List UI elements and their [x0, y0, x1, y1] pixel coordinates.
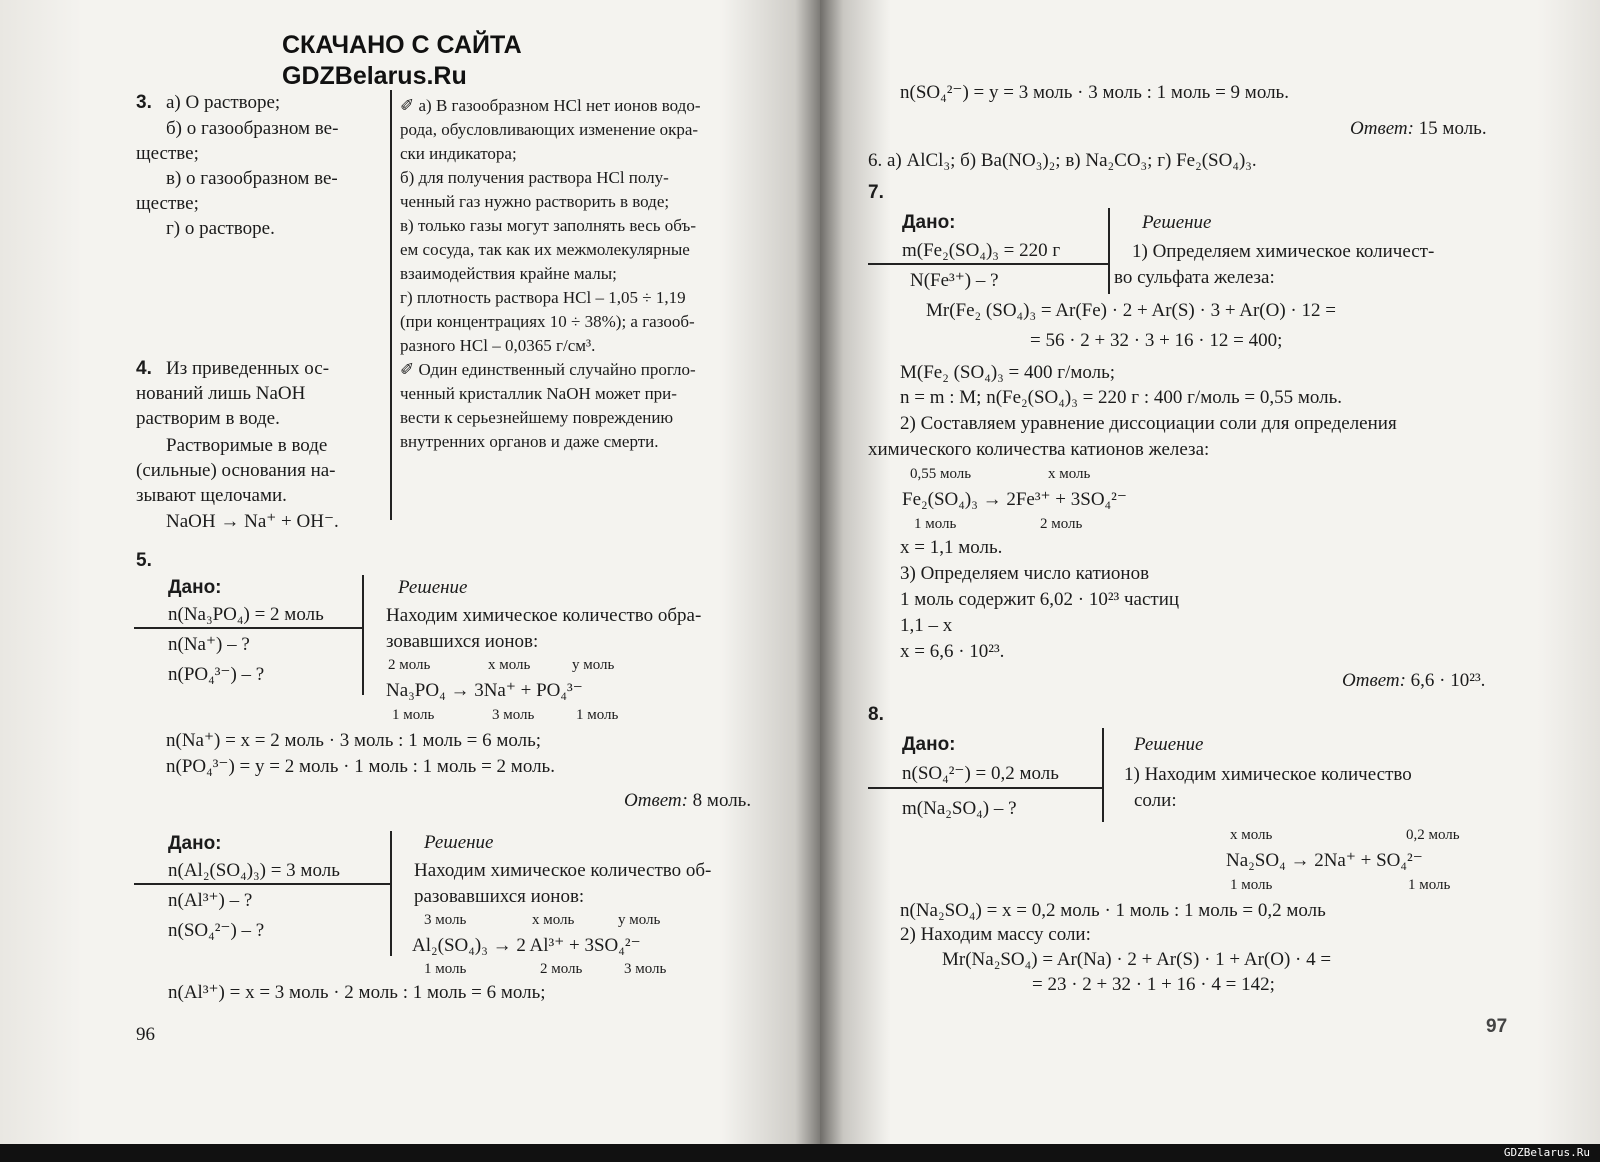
dissociation-equation: Al₂(SO₄)₃ → 2 Al³⁺ + 3SO₄²⁻: [412, 935, 641, 956]
p3r-line: внутренних органов и даже смерти.: [400, 432, 659, 451]
dissociation-equation: Na₂SO₄ → 2Na⁺ + SO₄²⁻: [1226, 850, 1423, 871]
given-value: n(SO₄²⁻) = 0,2 моль: [902, 763, 1059, 784]
p3-explanation: [400, 94, 700, 454]
mol-below: 1 моль: [1230, 877, 1273, 893]
calc-line: n(PO₄³⁻) = y = 2 моль · 1 моль : 1 моль = 2 моль.: [166, 756, 555, 777]
p4-line: Растворимые в воде: [166, 435, 328, 456]
calc-line: n(Na₂SO₄) = x = 0,2 моль · 1 моль : 1 моль = 0,2 моль: [900, 900, 1326, 921]
solution-line: 1) Определяем химическое количест-: [1132, 241, 1435, 262]
answer-line: [1350, 116, 1487, 141]
problem-8-number: 8.: [868, 704, 884, 725]
watermark-line2: GDZBelarus.Ru: [282, 62, 467, 90]
p3-line: г) о растворе.: [166, 218, 275, 239]
watermark-line1: СКАЧАНО С САЙТА: [282, 31, 522, 59]
find-value: n(Al³⁺) – ?: [168, 890, 253, 911]
calc-line: x = 6,6 · 10²³.: [900, 641, 1005, 662]
given-label: Дано:: [902, 212, 956, 233]
p3r-line: рода, обусловливающих изменение окра-: [400, 120, 699, 139]
given-vertical-divider: [1102, 728, 1104, 822]
calc-line: M(Fe₂ (SO₄)₃ = 400 г/моль;: [900, 362, 1116, 383]
mol-below: 2 моль: [540, 961, 583, 977]
given-label: Дано:: [168, 577, 222, 598]
solution-line: зовавшихся ионов:: [386, 631, 539, 652]
mol-below: 1 моль: [424, 961, 467, 977]
mol-above: x моль: [532, 912, 575, 928]
find-value: N(Fe³⁺) – ?: [910, 270, 999, 291]
given-label: Дано:: [902, 734, 956, 755]
p4-equation: NaOH → Na⁺ + OH⁻.: [166, 511, 339, 532]
mol-above: y моль: [572, 657, 615, 673]
calc-line: 2) Находим массу соли:: [900, 924, 1091, 945]
solution-label: Решение: [1142, 212, 1212, 233]
given-vertical-divider: [1108, 208, 1110, 294]
problem-6: 6. а) AlCl₃; б) Ba(NO₃)₂; в) Na₂CO₃; г) Fe₂(SO₄)₃.: [868, 150, 1257, 171]
calc-line: 3) Определяем число катионов: [900, 563, 1150, 584]
calc-line: x = 1,1 моль.: [900, 537, 1003, 558]
problem-7-number: 7.: [868, 182, 884, 203]
mol-above: x моль: [488, 657, 531, 673]
find-value: m(Na₂SO₄) – ?: [902, 798, 1017, 819]
p3r-line: в) только газы могут заполнять весь объ-: [400, 216, 696, 235]
mol-below: 1 моль: [392, 707, 435, 723]
given-vertical-divider: [362, 575, 364, 695]
answer-line: [624, 788, 751, 813]
calc-line: n(Al³⁺) = x = 3 моль · 2 моль : 1 моль = 6 моль;: [168, 982, 546, 1003]
calc-line: 1,1 – x: [900, 615, 953, 636]
mol-below: 3 моль: [492, 707, 535, 723]
calc-line: Mr(Na₂SO₄) = Ar(Na) · 2 + Ar(S) · 1 + Ar(O) · 4 =: [942, 949, 1332, 970]
p3-line: а) О растворе;: [166, 92, 281, 113]
dissociation-equation: Na₃PO₄ → 3Na⁺ + PO₄³⁻: [386, 680, 583, 701]
calc-line: n(Na⁺) = x = 2 моль · 3 моль : 1 моль = 6 моль;: [166, 730, 542, 751]
watermark: [282, 30, 522, 92]
solution-label: Решение: [424, 832, 494, 853]
p3r-line: ем сосуда, так как их межмолекулярные: [400, 240, 690, 259]
solution-line: 1) Находим химическое количество: [1124, 764, 1412, 785]
answer-value: 8 моль.: [692, 790, 752, 811]
mol-below: 1 моль: [576, 707, 619, 723]
calc-line: химического количества катионов железа:: [868, 439, 1210, 460]
p3-line: б) о газообразном ве-: [166, 118, 339, 139]
solution-line: Находим химическое количество об-: [414, 860, 712, 881]
calc-line: Mr(Fe₂ (SO₄)₃ = Ar(Fe) · 2 + Ar(S) · 3 + Ar(O) · 12 =: [926, 300, 1336, 321]
answer-value: 6,6 · 10²³.: [1410, 670, 1486, 691]
answer-label: Ответ:: [1350, 118, 1414, 139]
p3-line: ществе;: [136, 193, 199, 214]
page-number: 96: [136, 1024, 155, 1045]
mol-below: 2 моль: [1040, 516, 1083, 532]
p3r-line: ✐ а) В газообразном HCl нет ионов водо-: [400, 96, 701, 115]
right-page: [820, 0, 1600, 1162]
solution-label: Решение: [398, 577, 468, 598]
answer-label: Ответ:: [624, 790, 688, 811]
p3r-line: б) для получения раствора HCl полу-: [400, 168, 669, 187]
mol-below: 1 моль: [1408, 877, 1451, 893]
bottom-bar: [0, 1144, 1600, 1162]
calc-line: n = m : M; n(Fe₂(SO₄)₃ = 220 г : 400 г/моль = 0,55 моль.: [900, 387, 1343, 408]
solution-line: Находим химическое количество обра-: [386, 605, 702, 626]
p3-line: в) о газообразном ве-: [166, 168, 338, 189]
given-divider: [134, 627, 362, 629]
given-vertical-divider: [390, 831, 392, 956]
solution-line: разовавшихся ионов:: [414, 886, 585, 907]
p3r-line: ✐ Один единственный случайно прогло-: [400, 360, 696, 379]
mol-above: x моль: [1230, 827, 1273, 843]
find-value: n(PO₄³⁻) – ?: [168, 664, 265, 685]
mol-above: x моль: [1048, 466, 1091, 482]
p3r-line: г) плотность раствора HCl – 1,05 ÷ 1,19: [400, 288, 686, 307]
given-value: m(Fe₂(SO₄)₃ = 220 г: [902, 240, 1061, 261]
calc-line: 2) Составляем уравнение диссоциации соли для определения: [900, 413, 1397, 434]
mol-above: 0,55 моль: [910, 466, 972, 482]
answer-label: Ответ:: [1342, 670, 1406, 691]
calc-line: n(SO₄²⁻) = y = 3 моль · 3 моль : 1 моль = 9 моль.: [900, 82, 1289, 103]
p4-line: нований лишь NaOH: [136, 383, 306, 404]
solution-label: Решение: [1134, 734, 1204, 755]
p4-line: растворим в воде.: [136, 408, 280, 429]
calc-line: = 23 · 2 + 32 · 1 + 16 · 4 = 142;: [1032, 974, 1275, 995]
answer-value: 15 моль.: [1418, 118, 1487, 139]
p4-line: зывают щелочами.: [136, 485, 287, 506]
dissociation-equation: Fe₂(SO₄)₃ → 2Fe³⁺ + 3SO₄²⁻: [902, 489, 1127, 510]
given-divider: [868, 787, 1102, 789]
page-number: 97: [1486, 1016, 1508, 1037]
p3r-line: вести к серьезнейшему повреждению: [400, 408, 674, 427]
calc-line: 1 моль содержит 6,02 · 10²³ частиц: [900, 589, 1180, 610]
mol-above: 3 моль: [424, 912, 467, 928]
p4-line: Из приведенных ос-: [166, 358, 330, 379]
p3r-line: ски индикатора;: [400, 144, 517, 163]
p3r-line: ченный газ нужно растворить в воде;: [400, 192, 670, 211]
given-value: n(Al₂(SO₄)₃) = 3 моль: [168, 860, 340, 881]
column-divider: [390, 90, 392, 520]
find-value: n(SO₄²⁻) – ?: [168, 920, 265, 941]
mol-above: 0,2 моль: [1406, 827, 1460, 843]
mol-above: y моль: [618, 912, 661, 928]
p3r-line: разного HCl – 0,0365 г/см³.: [400, 336, 596, 355]
p3-line: ществе;: [136, 143, 199, 164]
mol-below: 1 моль: [914, 516, 957, 532]
find-value: n(Na⁺) – ?: [168, 634, 250, 655]
solution-line: во сульфата железа:: [1114, 267, 1275, 288]
given-divider: [134, 883, 390, 885]
given-value: n(Na₃PO₄) = 2 моль: [168, 604, 324, 625]
problem-4-number: 4.: [136, 358, 152, 379]
given-divider: [868, 263, 1108, 265]
solution-line: соли:: [1134, 790, 1177, 811]
p3r-line: взаимодействия крайне малы;: [400, 264, 617, 283]
mol-above: 2 моль: [388, 657, 431, 673]
p3r-line: ченный кристаллик NaOH может при-: [400, 384, 677, 403]
calc-line: = 56 · 2 + 32 · 3 + 16 · 12 = 400;: [1030, 330, 1283, 351]
footer-watermark: GDZBelarus.Ru: [1500, 1145, 1594, 1160]
given-label: Дано:: [168, 833, 222, 854]
p4-line: (сильные) основания на-: [136, 460, 336, 481]
problem-5-number: 5.: [136, 550, 152, 571]
answer-line: [1342, 668, 1485, 693]
problem-3-number: 3.: [136, 92, 152, 113]
p3r-line: (при концентрациях 10 ÷ 38%); а газооб-: [400, 312, 695, 331]
mol-below: 3 моль: [624, 961, 667, 977]
